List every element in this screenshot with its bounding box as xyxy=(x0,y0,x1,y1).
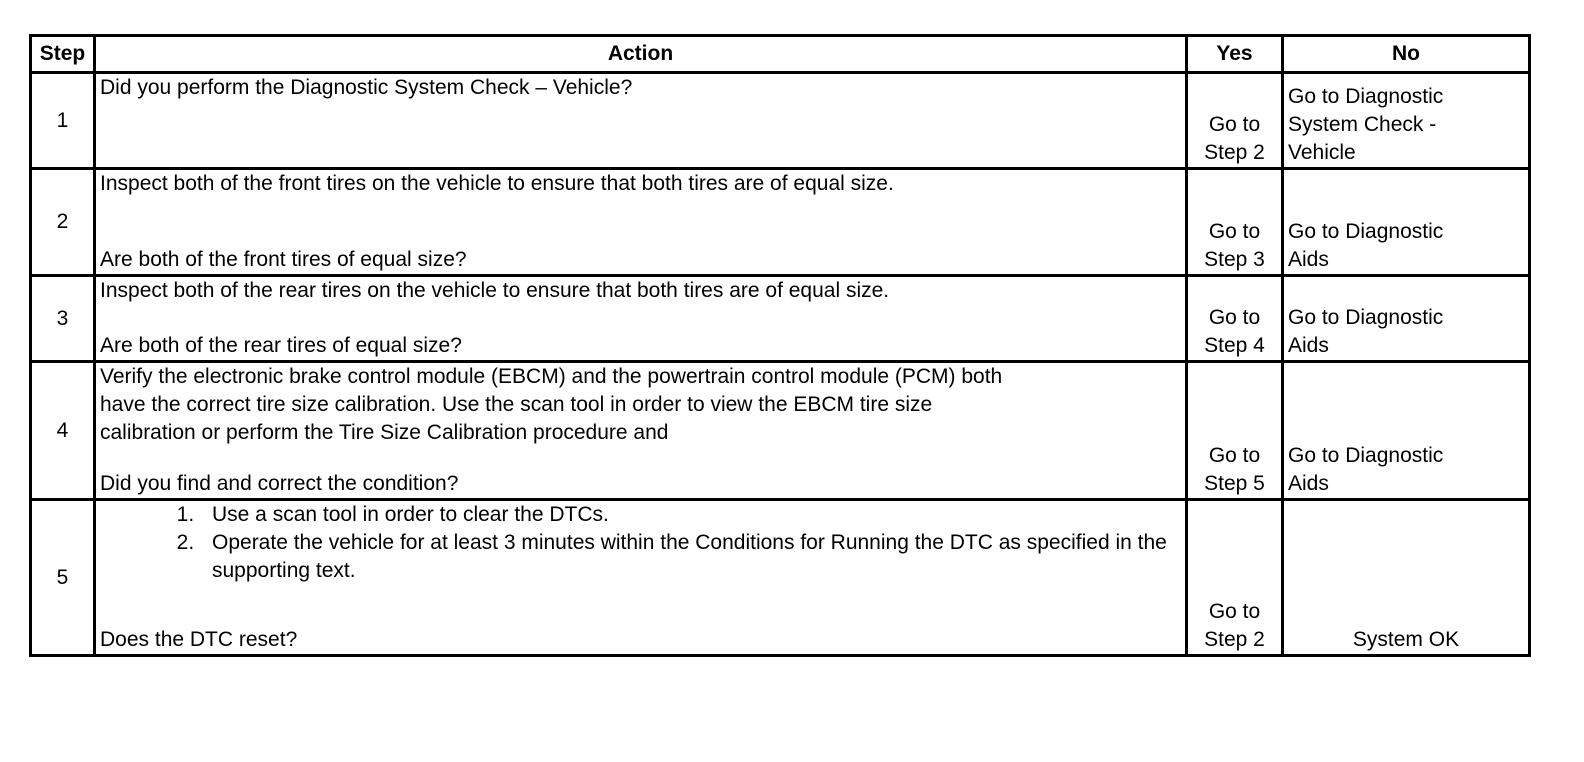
substep-item: 1. Use a scan tool in order to clear the DTCs. xyxy=(200,501,1181,529)
yes-line: Go to xyxy=(1208,306,1261,329)
action-text: Inspect both of the rear tires on the vehicle to ensure that both tires are of equal size. xyxy=(100,279,890,302)
yes-line: Step 2 xyxy=(1204,628,1265,651)
action-cell xyxy=(95,276,1187,362)
action-cell xyxy=(95,500,1187,656)
action-text: Did you perform the Diagnostic System Check – Vehicle? xyxy=(100,76,633,99)
action-text: have the correct tire size calibration. Use the scan tool in order to view the EBCM tire size xyxy=(100,393,933,416)
yes-line: Step 4 xyxy=(1204,334,1265,357)
no-line: Go to Diagnostic xyxy=(1288,220,1444,243)
action-text: Verify the electronic brake control module (EBCM) and the powertrain control module (PCM) both xyxy=(100,365,1003,388)
no-cell xyxy=(1283,276,1530,362)
no-line: Go to Diagnostic xyxy=(1288,306,1444,329)
no-cell xyxy=(1283,73,1530,169)
table-row xyxy=(31,169,1530,276)
no-line: Go to Diagnostic xyxy=(1288,85,1444,108)
step-number: 2 xyxy=(31,169,95,276)
action-question: Does the DTC reset? xyxy=(100,628,298,651)
no-line: System OK xyxy=(1352,628,1460,651)
action-text: Inspect both of the front tires on the vehicle to ensure that both tires are of equal size. xyxy=(100,172,894,195)
step-number: 5 xyxy=(31,500,95,656)
yes-line: Go to xyxy=(1208,444,1261,467)
yes-cell xyxy=(1187,73,1283,169)
yes-cell xyxy=(1187,500,1283,656)
yes-line: Go to xyxy=(1208,113,1261,136)
no-cell xyxy=(1283,500,1530,656)
table-row xyxy=(31,73,1530,169)
action-question: Are both of the rear tires of equal size? xyxy=(100,334,462,357)
no-line: Go to Diagnostic xyxy=(1288,444,1444,467)
no-line: Aids xyxy=(1288,472,1329,495)
action-cell xyxy=(95,73,1187,169)
step-number: 3 xyxy=(31,276,95,362)
diagnostic-table xyxy=(29,34,1531,657)
substep-list xyxy=(100,501,1181,585)
step-number: 4 xyxy=(31,362,95,500)
yes-line: Step 3 xyxy=(1204,248,1265,271)
action-cell xyxy=(95,169,1187,276)
table-row xyxy=(31,500,1530,656)
action-question: Are both of the front tires of equal size? xyxy=(100,248,467,271)
table-row xyxy=(31,276,1530,362)
header-step: Step xyxy=(31,36,95,73)
substep-item: 2. Operate the vehicle for at least 3 minutes within the Conditions for Running the DTC as specified in the supporting text. xyxy=(200,529,1181,585)
header-action: Action xyxy=(95,36,1187,73)
yes-line: Step 2 xyxy=(1204,141,1265,164)
no-cell xyxy=(1283,362,1530,500)
no-line: Aids xyxy=(1288,334,1329,357)
no-line: Vehicle xyxy=(1288,141,1356,164)
step-number: 1 xyxy=(31,73,95,169)
action-cell xyxy=(95,362,1187,500)
yes-cell xyxy=(1187,362,1283,500)
action-question: Did you find and correct the condition? xyxy=(100,472,459,495)
yes-line: Go to xyxy=(1208,600,1261,623)
yes-line: Go to xyxy=(1208,220,1261,243)
yes-cell xyxy=(1187,169,1283,276)
no-line: System Check - xyxy=(1288,113,1437,136)
action-text: calibration or perform the Tire Size Calibration procedure and xyxy=(100,421,669,444)
header-row xyxy=(31,36,1530,73)
header-no: No xyxy=(1283,36,1530,73)
no-line: Aids xyxy=(1288,248,1329,271)
header-yes: Yes xyxy=(1187,36,1283,73)
table-row xyxy=(31,362,1530,500)
yes-line: Step 5 xyxy=(1204,472,1265,495)
no-cell xyxy=(1283,169,1530,276)
yes-cell xyxy=(1187,276,1283,362)
